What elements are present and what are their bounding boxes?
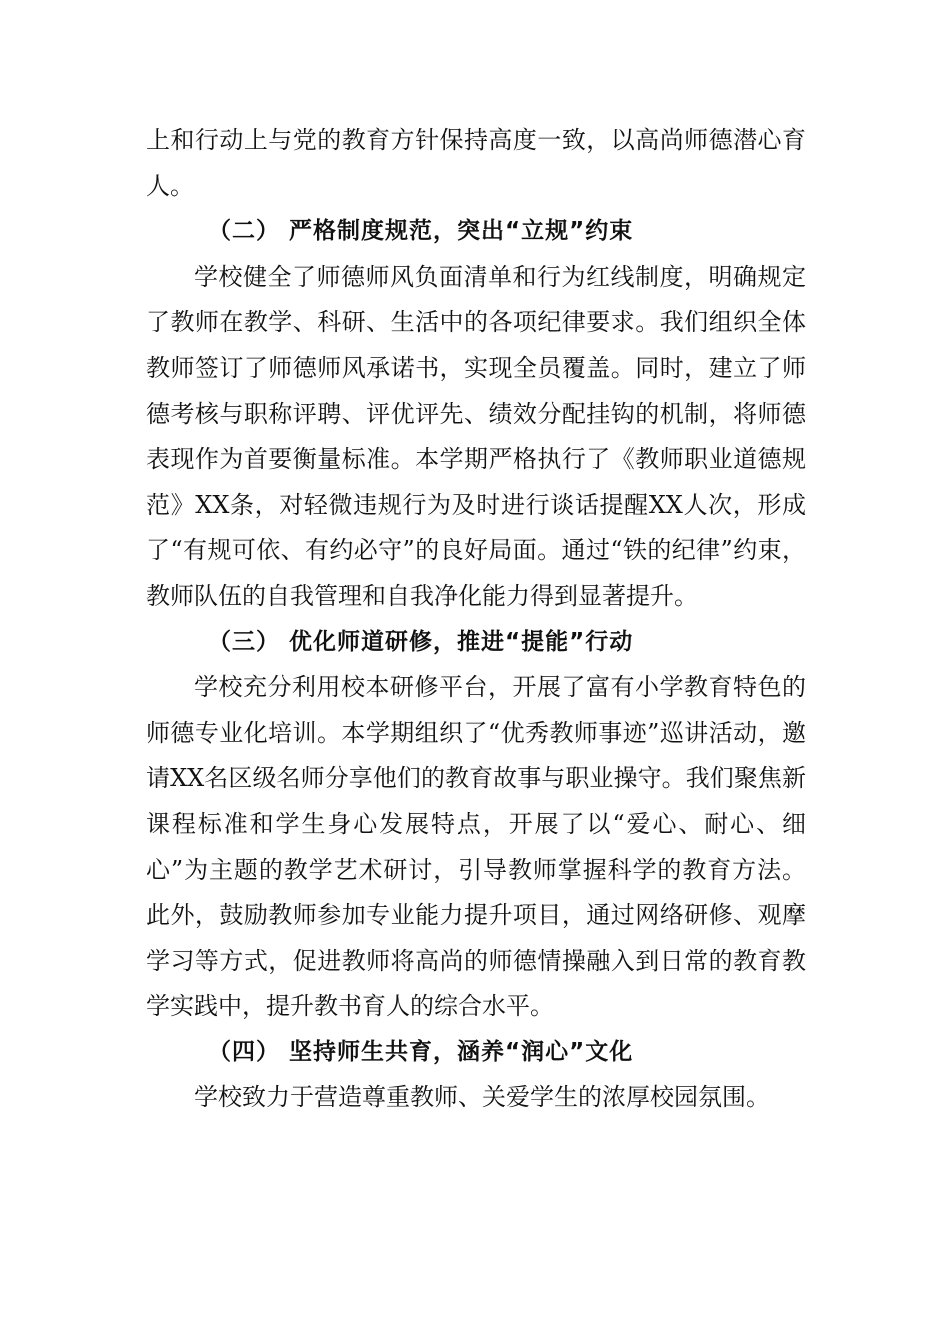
body-paragraph-continued: 上和行动上与党的教育方针保持高度一致，以高尚师德潜心育人。	[146, 126, 806, 200]
document-body	[146, 118, 806, 1121]
body-paragraph-training: 学校充分利用校本研修平台，开展了富有小学教育特色的师德专业化培训。本学期组织了“优秀教师事迹”巡讲活动，邀请XX名区级名师分享他们的教育故事与职业操守。我们聚焦新课程标准和学生身心发展特点，开展了以“爱心、耐心、细心”为主题的教学艺术研讨，引导教师掌握科学的教育方法。此外，鼓励教师参加专业能力提升项目，通过网络研修、观摩学习等方式，促进教师将高尚的师德情操融入到日常的教育教学实践中，提升教书育人的综合水平。	[146, 673, 806, 1021]
section-heading-3: （三） 优化师道研修，推进“提能”行动	[208, 628, 634, 655]
section-heading-4: （四） 坚持师生共育，涵养“润心”文化	[208, 1038, 634, 1065]
body-paragraph-regulations: 学校健全了师德师风负面清单和行为红线制度，明确规定了教师在教学、科研、生活中的各项纪律要求。我们组织全体教师签订了师德师风承诺书，实现全员覆盖。同时，建立了师德考核与职称评聘、评优评先、绩效分配挂钩的机制，将师德表现作为首要衡量标准。本学期严格执行了《教师职业道德规范》XX条，对轻微违规行为及时进行谈话提醒XX人次，形成了“有规可依、有约必守”的良好局面。通过“铁的纪律”约束，教师队伍的自我管理和自我净化能力得到显著提升。	[146, 262, 806, 610]
section-heading-2: （二） 严格制度规范，突出“立规”约束	[208, 218, 634, 245]
body-paragraph-culture: 学校致力于营造尊重教师、关爱学生的浓厚校园氛围。	[194, 1083, 770, 1112]
